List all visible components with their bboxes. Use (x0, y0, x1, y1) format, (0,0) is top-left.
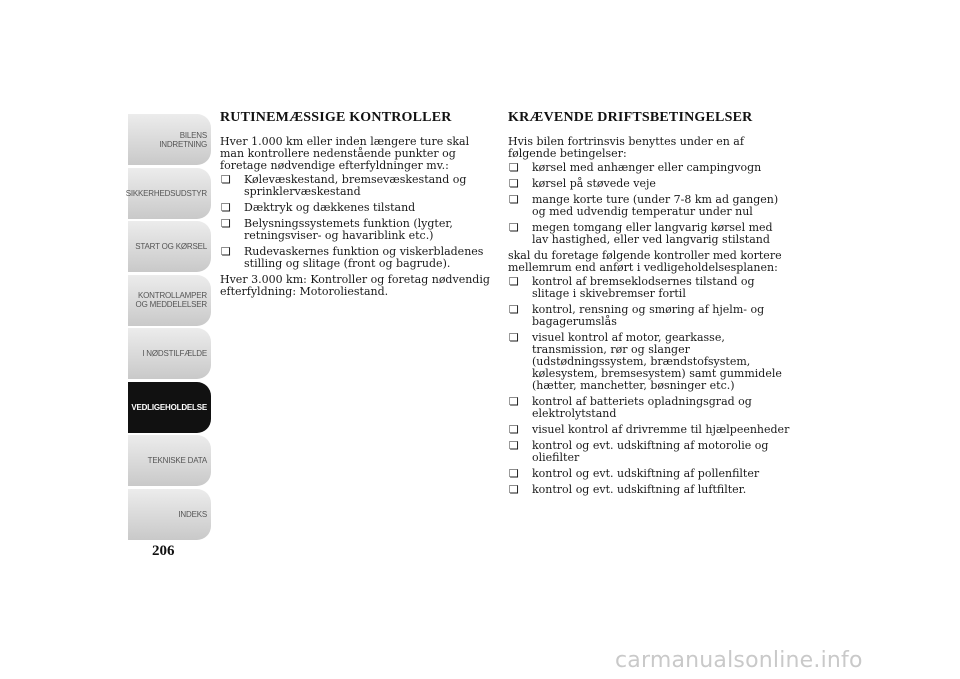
checklist (220, 174, 492, 270)
list-item: ❏ kontrol, rensning og smøring af hjelm- og bagagerumslås (508, 304, 790, 328)
list-item: ❏ kørsel på støvede veje (508, 178, 790, 190)
tab-indeks[interactable]: INDEKS (128, 489, 211, 540)
tab-kontrollamper[interactable]: KONTROLLAMPER OG MEDDELELSER (128, 275, 211, 326)
tab-vedligeholdelse[interactable]: VEDLIGEHOLDELSE (128, 382, 211, 433)
checklist (508, 276, 790, 496)
tab-i-nodstilfaelde[interactable]: I NØDSTILFÆLDE (128, 328, 211, 379)
list-item: ❏ Belysningssystemets funktion (lygter, retningsviser- og havariblink etc.) (220, 218, 492, 242)
paragraph: Hver 3.000 km: Kontroller og foretag nødvendig efterfyldning: Motoroliestand. (220, 273, 490, 298)
section-title: RUTINEMÆSSIGE KONTROLLER (220, 110, 452, 125)
checklist (508, 162, 790, 246)
watermark: carmanualsonline.info (615, 648, 863, 673)
page-number: 206 (152, 543, 175, 559)
list-item: ❏ Rudevaskernes funktion og viskerbladenes stilling og slitage (front og bagrude). (220, 246, 492, 270)
list-item: ❏ visuel kontrol af motor, gearkasse, transmission, rør og slanger (udstødningssystem, brændstofsystem, kølesystem, bremsesystem) samt gummidele (hætter, manchetter, bøsninger etc.) (508, 332, 790, 392)
tab-tekniske-data[interactable]: TEKNISKE DATA (128, 435, 211, 486)
tab-start-og-korsel[interactable]: START OG KØRSEL (128, 221, 211, 272)
list-item: ❏ kontrol og evt. udskiftning af luftfilter. (508, 484, 790, 496)
paragraph: Hvis bilen fortrinsvis benyttes under en af følgende betingelser: (508, 135, 744, 160)
section-rutinemaessige-kontroller (220, 110, 492, 300)
list-item: ❏ kontrol af batteriets opladningsgrad og elektrolytstand (508, 396, 790, 420)
tab-bilens-indretning[interactable]: BILENS INDRETNING (128, 114, 211, 165)
paragraph: skal du foretage følgende kontroller med kortere mellemrum end anført i vedligeholdelsesplanen: (508, 249, 782, 274)
list-item: ❏ kontrol af bremseklodsernes tilstand og slitage i skivebremser fortil (508, 276, 790, 300)
tab-sikkerhedsudstyr[interactable]: SIKKERHEDSUDSTYR (128, 168, 211, 219)
list-item: ❏ kørsel med anhænger eller campingvogn (508, 162, 790, 174)
list-item: ❏ kontrol og evt. udskiftning af pollenfilter (508, 468, 790, 480)
chapter-sidebar (125, 114, 211, 542)
list-item: ❏ kontrol og evt. udskiftning af motorolie og oliefilter (508, 440, 790, 464)
section-kraevende-driftsbetingelser (508, 110, 790, 500)
list-item: ❏ Dæktryk og dækkenes tilstand (220, 202, 492, 214)
list-item: ❏ visuel kontrol af drivremme til hjælpeenheder (508, 424, 790, 436)
list-item: ❏ mange korte ture (under 7-8 km ad gangen) og med udvendig temperatur under nul (508, 194, 790, 218)
section-title: KRÆVENDE DRIFTSBETINGELSER (508, 110, 753, 125)
list-item: ❏ megen tomgang eller langvarig kørsel med lav hastighed, eller ved langvarig stilstand (508, 222, 790, 246)
paragraph: Hver 1.000 km eller inden længere ture skal man kontrollere nedenstående punkter og foretage nødvendige efterfyldninger mv.: (220, 135, 470, 172)
list-item: ❏ Kølevæskestand, bremsevæskestand og sprinklervæskestand (220, 174, 492, 198)
